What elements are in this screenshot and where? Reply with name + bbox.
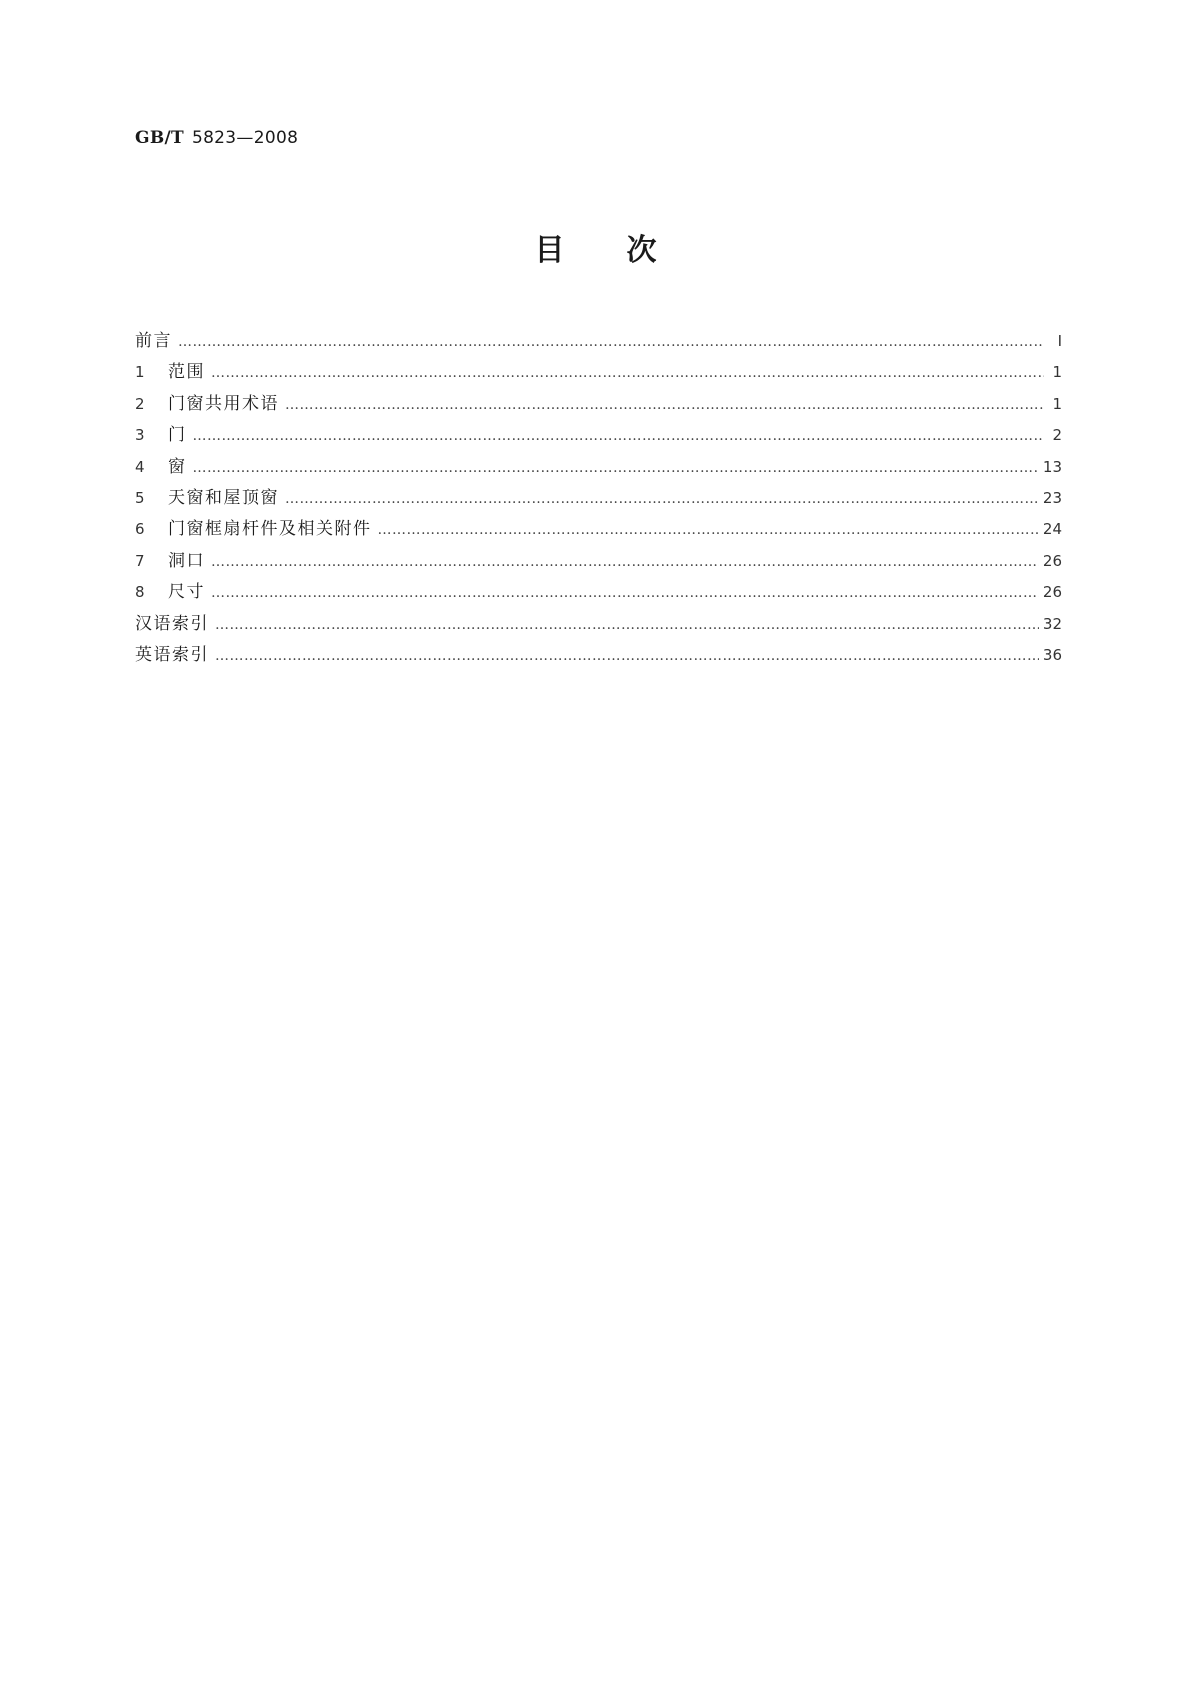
toc-entry-english-index[interactable]: [135, 640, 1062, 671]
standard-code-number: 5823—2008: [191, 128, 299, 148]
toc-entry-page: Ⅰ: [1057, 332, 1062, 350]
toc-entry-page: 2: [1052, 426, 1062, 445]
toc-entry-label: 门: [168, 425, 187, 446]
toc-entry-label: 汉语索引: [135, 613, 209, 634]
toc-leader-dots: [211, 358, 1044, 389]
toc-entry-label: 门窗共用术语: [168, 393, 279, 414]
toc-entry-frame-members[interactable]: [135, 514, 1062, 545]
toc-entry-label: 洞口: [168, 550, 205, 571]
toc-entry-number: 1: [135, 363, 145, 382]
toc-leader-dots: [178, 327, 1044, 358]
toc-title: [0, 225, 1191, 269]
toc-entry-page: 13: [1042, 457, 1062, 476]
toc-list: [135, 326, 1062, 671]
toc-entry-label: 英语索引: [135, 644, 209, 665]
toc-leader-dots: [211, 578, 1039, 609]
toc-entry-doors[interactable]: [135, 420, 1062, 451]
standard-code: [135, 128, 298, 148]
toc-leader-dots: [378, 515, 1039, 546]
toc-entry-dimensions[interactable]: [135, 577, 1062, 608]
toc-entry-page: 23: [1042, 488, 1062, 507]
toc-entry-scope[interactable]: [135, 357, 1062, 388]
toc-entry-page: 32: [1042, 614, 1062, 633]
toc-leader-dots: [215, 610, 1039, 641]
toc-entry-label: 天窗和屋顶窗: [168, 487, 279, 508]
toc-entry-number: 4: [135, 457, 145, 476]
toc-entry-openings[interactable]: [135, 546, 1062, 577]
toc-entry-page: 26: [1042, 551, 1062, 570]
toc-leader-dots: [285, 390, 1044, 421]
toc-leader-dots: [193, 453, 1039, 484]
toc-entry-windows[interactable]: [135, 452, 1062, 483]
toc-entry-number: 5: [135, 488, 145, 507]
toc-leader-dots: [285, 484, 1039, 515]
toc-leader-dots: [211, 547, 1039, 578]
toc-entry-common-terms[interactable]: [135, 389, 1062, 420]
toc-entry-page: 1: [1052, 394, 1062, 413]
toc-entry-label: 尺寸: [168, 582, 205, 603]
toc-entry-label: 范围: [168, 362, 205, 383]
toc-entry-number: 3: [135, 426, 145, 445]
toc-entry-skylights[interactable]: [135, 483, 1062, 514]
toc-entry-foreword[interactable]: [135, 326, 1062, 357]
standard-code-prefix: GB/T: [135, 128, 184, 148]
toc-entry-page: 26: [1042, 583, 1062, 602]
toc-entry-page: 1: [1052, 363, 1062, 382]
toc-entry-number: 8: [135, 583, 145, 602]
toc-entry-label: 门窗框扇杆件及相关附件: [168, 519, 372, 540]
toc-title-right: 次: [626, 233, 657, 268]
toc-entry-label: 窗: [168, 456, 187, 477]
toc-entry-page: 36: [1042, 645, 1062, 664]
toc-entry-chinese-index[interactable]: [135, 609, 1062, 640]
toc-entry-label: 前言: [135, 331, 172, 351]
toc-entry-number: 7: [135, 551, 145, 570]
toc-leader-dots: [215, 641, 1039, 672]
toc-title-left: 目: [534, 233, 565, 268]
toc-entry-page: 24: [1042, 520, 1062, 539]
toc-entry-number: 2: [135, 394, 145, 413]
toc-leader-dots: [193, 421, 1045, 452]
toc-entry-number: 6: [135, 520, 145, 539]
